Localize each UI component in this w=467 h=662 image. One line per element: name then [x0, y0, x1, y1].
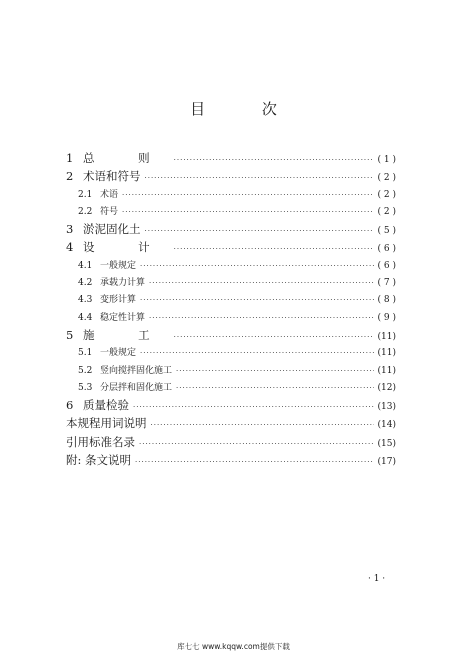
toc-entry-page: (15): [377, 438, 396, 449]
toc-entry-page: ( 2 ): [377, 173, 396, 184]
toc-entry-5-1[interactable]: [66, 345, 396, 362]
toc-entry-4-2[interactable]: [66, 275, 396, 292]
toc-entry-2-2[interactable]: [66, 204, 396, 221]
toc-entry-label: 术语和符号: [83, 169, 141, 184]
toc-entry-number: 5.2: [78, 365, 93, 376]
download-source-footer: 库七七 www.kqqw.com提供下载: [177, 642, 290, 651]
toc-entry-4[interactable]: [66, 239, 396, 257]
toc-entry-number: 1: [66, 151, 74, 165]
toc-entry-number: 4.2: [78, 278, 93, 289]
table-of-contents: [66, 150, 396, 470]
toc-leader-dots: [145, 174, 374, 182]
toc-leader-dots: [174, 156, 374, 164]
toc-entry-label: 设 计: [83, 240, 170, 255]
toc-entry-page: ( 1 ): [377, 155, 396, 165]
toc-entry-number: 4: [66, 240, 74, 255]
toc-entry-1[interactable]: [66, 150, 396, 168]
toc-entry-appendix-commentary[interactable]: [66, 452, 396, 470]
toc-entry-page: ( 6 ): [377, 260, 396, 271]
toc-entry-3[interactable]: [66, 221, 396, 239]
toc-entry-page: ( 5 ): [377, 226, 396, 237]
toc-entry-label: 术语: [100, 189, 119, 200]
toc-leader-dots: [140, 349, 374, 357]
toc-entry-number: 4.1: [78, 260, 93, 271]
toc-entry-page: ( 7 ): [377, 278, 396, 289]
toc-entry-5-3[interactable]: [66, 380, 396, 397]
toc-leader-dots: [174, 333, 374, 341]
toc-entry-wording-explanation[interactable]: [66, 415, 396, 433]
toc-leader-dots: [140, 296, 374, 304]
toc-leader-dots: [122, 191, 374, 199]
toc-entry-2[interactable]: [66, 168, 396, 186]
toc-entry-referenced-standards[interactable]: [66, 434, 396, 452]
toc-entry-number: 2: [66, 169, 74, 184]
toc-entry-label: 竖向搅拌固化施工: [100, 365, 173, 376]
toc-entry-page: (11): [377, 348, 396, 359]
toc-entry-page: ( 6 ): [377, 244, 396, 255]
toc-entry-number: 5.1: [78, 348, 93, 359]
toc-leader-dots: [139, 440, 374, 448]
page-number: · 1 ·: [368, 574, 386, 584]
toc-entry-label: 总 则: [83, 151, 170, 165]
toc-leader-dots: [145, 227, 374, 235]
toc-entry-number: 5: [66, 327, 74, 342]
toc-entry-6[interactable]: [66, 397, 396, 415]
toc-entry-number: 4.4: [78, 312, 93, 323]
toc-entry-number: 5.3: [78, 382, 93, 393]
toc-leader-dots: [140, 262, 374, 270]
toc-leader-dots: [133, 403, 374, 411]
toc-entry-page: ( 8 ): [377, 295, 396, 306]
toc-entry-page: (13): [377, 402, 396, 413]
toc-entry-page: (11): [377, 331, 396, 342]
toc-entry-label: 稳定性计算: [100, 312, 146, 323]
toc-entry-page: (14): [377, 420, 396, 431]
toc-entry-4-1[interactable]: [66, 258, 396, 275]
toc-title: 目 次: [190, 100, 303, 118]
toc-entry-label: 施 工: [83, 327, 170, 342]
toc-entry-label: 分层拌和固化施工: [100, 382, 173, 393]
toc-entry-number: 4.3: [78, 295, 93, 306]
toc-entry-label: 引用标准名录: [66, 434, 135, 449]
toc-entry-label: 承载力计算: [100, 278, 146, 289]
toc-entry-number: 6: [66, 398, 74, 413]
toc-entry-page: (11): [377, 365, 396, 376]
toc-entry-page: (12): [377, 382, 396, 393]
toc-entry-label: 淤泥固化土: [83, 222, 141, 237]
toc-entry-label: 质量检验: [83, 398, 129, 413]
toc-leader-dots: [135, 458, 373, 466]
toc-leader-dots: [149, 279, 374, 287]
toc-leader-dots: [151, 421, 374, 429]
toc-entry-number: 2.1: [78, 189, 93, 200]
toc-entry-page: (17): [377, 457, 396, 468]
toc-entry-label: 变形计算: [100, 295, 137, 306]
toc-leader-dots: [149, 314, 374, 322]
toc-entry-page: ( 9 ): [377, 312, 396, 323]
toc-entry-2-1[interactable]: [66, 187, 396, 204]
toc-entry-label: 一般规定: [100, 260, 137, 271]
toc-leader-dots: [176, 384, 374, 392]
toc-leader-dots: [176, 367, 374, 375]
toc-entry-label: 符号: [100, 206, 119, 217]
toc-entry-page: ( 2 ): [377, 206, 396, 217]
toc-entry-number: 2.2: [78, 206, 93, 217]
toc-entry-4-3[interactable]: [66, 292, 396, 309]
toc-leader-dots: [122, 208, 374, 216]
toc-entry-page: ( 2 ): [377, 189, 396, 200]
toc-entry-number: 3: [66, 222, 74, 237]
toc-entry-4-4[interactable]: [66, 310, 396, 327]
toc-entry-label: 附: 条文说明: [66, 453, 132, 468]
toc-entry-5-2[interactable]: [66, 363, 396, 380]
toc-entry-5[interactable]: [66, 327, 396, 345]
toc-entry-label: 本规程用词说明: [66, 416, 147, 431]
toc-entry-label: 一般规定: [100, 348, 137, 359]
toc-leader-dots: [174, 245, 374, 253]
